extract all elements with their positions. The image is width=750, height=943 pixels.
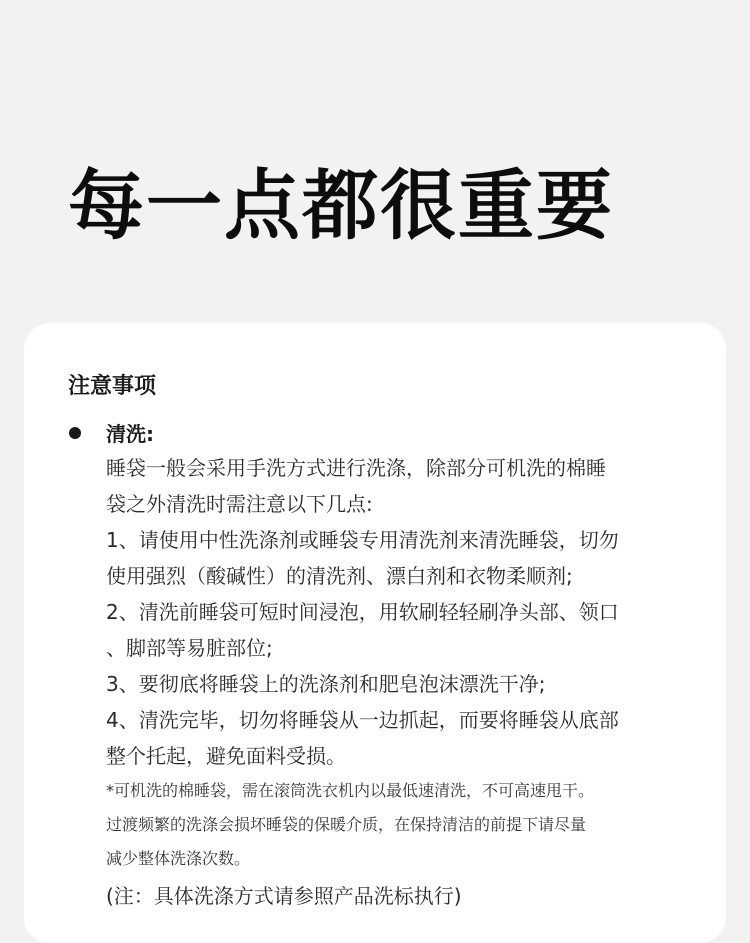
body-line: 整个托起，避免面料受损。 <box>106 744 346 768</box>
notice-title: 注意事项 <box>68 374 157 399</box>
body-line: 3、要彻底将睡袋上的洗涤剂和肥皂泡沫漂洗干净; <box>106 672 546 696</box>
bullet-icon <box>69 427 81 439</box>
body-line: 使用强烈（酸碱性）的清洗剂、漂白剂和衣物柔顺剂; <box>106 564 573 588</box>
small-note-line: 减少整体洗涤次数。 <box>106 849 251 868</box>
body-line: 1、请使用中性洗涤剂或睡袋专用清洗剂来清洗睡袋，切勿 <box>106 528 619 552</box>
body-line: 2、清洗前睡袋可短时间浸泡，用软刷轻轻刷净头部、领口 <box>106 600 619 624</box>
body-line: 袋之外清洗时需注意以下几点: <box>106 492 373 516</box>
notice-card <box>24 323 726 943</box>
headline: 每一点都很重要 <box>68 161 614 250</box>
notice-body <box>106 450 706 916</box>
section-head-cleaning: 清洗: <box>106 422 154 446</box>
body-line: 睡袋一般会采用手洗方式进行洗涤，除部分可机洗的棉睡 <box>106 456 606 480</box>
small-note-line: 过渡频繁的洗涤会损坏睡袋的保暖介质，在保持清洁的前提下请尽量 <box>106 815 587 834</box>
small-note-line: *可机洗的棉睡袋，需在滚筒洗衣机内以最低速清洗，不可高速甩干。 <box>106 781 595 800</box>
body-line: 、脚部等易脏部位; <box>106 636 273 660</box>
body-line: 4、清洗完毕，切勿将睡袋从一边抓起，而要将睡袋从底部 <box>106 708 619 732</box>
footer-note: (注：具体洗涤方式请参照产品洗标执行) <box>106 884 462 908</box>
